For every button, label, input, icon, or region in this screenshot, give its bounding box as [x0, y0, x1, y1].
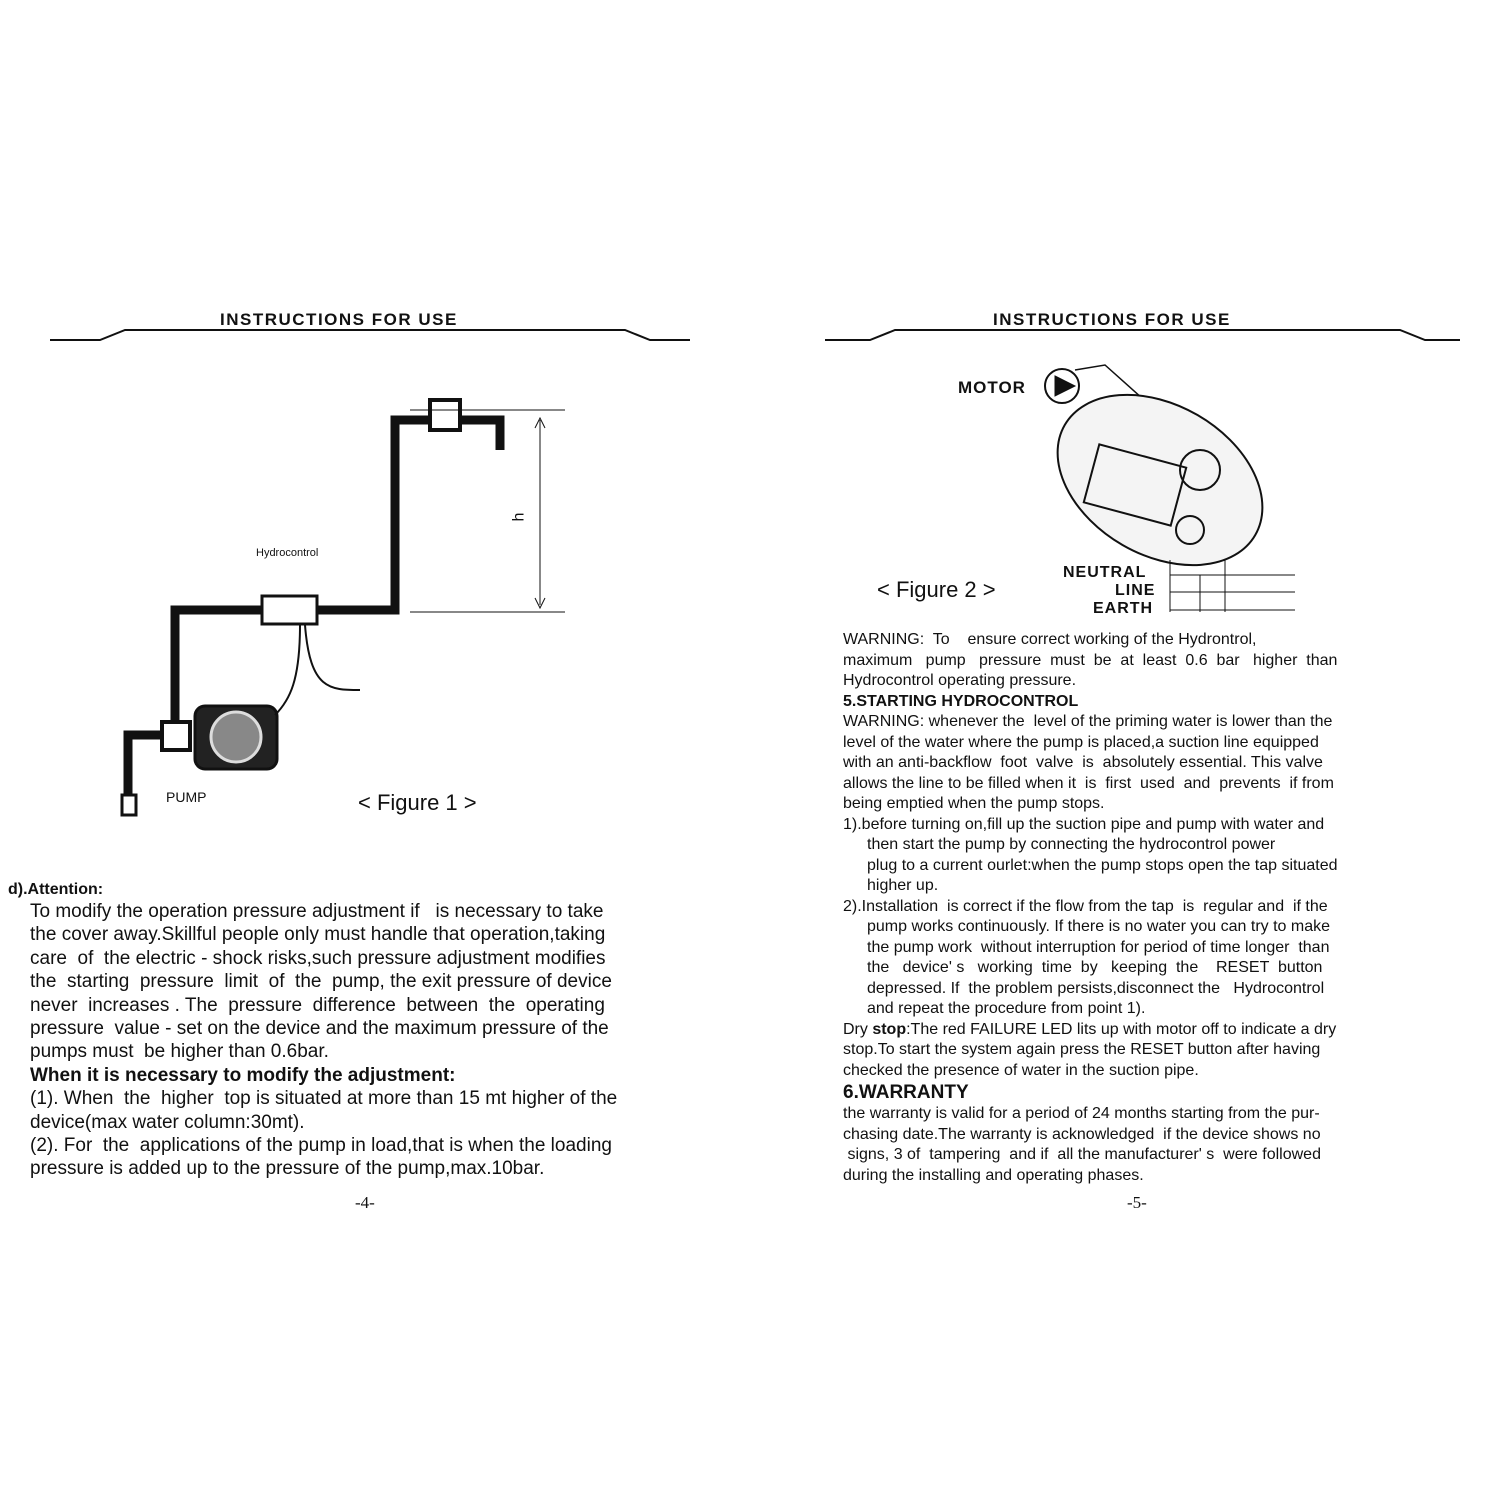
text-line: the device' s working time by keeping the RESET button	[867, 959, 1323, 976]
text-line: maximum pump pressure must be at least 0.6 bar higher than	[843, 651, 1338, 669]
text-line: 2).Installation is correct if the flow from the tap is regular and if the	[843, 897, 1328, 915]
text-line: (1). When the higher top is situated at more than 15 mt higher of the	[30, 1088, 618, 1110]
text-line: depressed. If the problem persists,disconnect the Hydrocontrol	[867, 979, 1325, 997]
header-rule-right	[825, 330, 1460, 340]
motor-label: MOTOR	[958, 378, 1026, 397]
text-line: higher up.	[867, 877, 939, 894]
right-page-header: INSTRUCTIONS FOR USE	[993, 310, 1231, 329]
text-line: WARNING: whenever the level of the priming water is lower than the	[843, 713, 1333, 730]
earth-label: EARTH	[1093, 600, 1154, 617]
text-line: chasing date.The warranty is acknowledged if the device shows no	[843, 1125, 1321, 1143]
header-rule-left	[50, 330, 690, 340]
text-line: during the installing and operating phases.	[843, 1166, 1144, 1184]
text-line: stop.To start the system again press the RESET button after having	[843, 1041, 1321, 1058]
text-line: never increases . The pressure difference between the operating	[30, 994, 605, 1016]
dry-stop-rest: :The red FAILURE LED lits up with motor off to indicate a dry	[906, 1020, 1337, 1038]
text-line: 1).before turning on,fill up the suction pipe and pump with water and	[843, 815, 1325, 833]
text-line: signs, 3 of tampering and if all the manufacturer' s were followed	[843, 1146, 1321, 1163]
hydrocontrol-label: Hydrocontrol	[256, 547, 319, 559]
figure-1-diagram	[122, 400, 565, 815]
text-line: checked the presence of water in the suction pipe.	[843, 1061, 1199, 1079]
text-line: plug to a current ourlet:when the pump stops open the tap situated	[867, 856, 1338, 874]
text-line: level of the water where the pump is placed,a suction line equipped	[843, 733, 1319, 751]
text-line: WARNING: To ensure correct working of the Hydrontrol,	[843, 631, 1257, 648]
text-line: the cover away.Skillful people only must handle that operation,taking	[30, 924, 606, 946]
text-line: the pump work without interruption for period of time longer than	[867, 938, 1330, 956]
text-line: being emptied when the pump stops.	[843, 795, 1105, 812]
figure-1-caption: < Figure 1 >	[358, 790, 477, 815]
height-label: h	[510, 512, 528, 522]
text-line: allows the line to be filled when it is first used and prevents if from	[843, 774, 1334, 792]
text-line: pressure is added up to the pressure of the pump,max.10bar.	[30, 1158, 545, 1180]
text-line: with an anti-backflow foot valve is absolutely essential. This valve	[843, 754, 1323, 771]
subheading: When it is necessary to modify the adjustment:	[30, 1064, 456, 1086]
text-line: the warranty is valid for a period of 24 months starting from the pur-	[843, 1105, 1320, 1122]
text-line: the starting pressure limit of the pump, the exit pressure of device	[30, 971, 612, 993]
attention-body	[30, 900, 617, 1181]
text-line: Hydrocontrol operating pressure.	[843, 672, 1077, 689]
text-line: pressure value - set on the device and the maximum pressure of the	[30, 1018, 609, 1040]
page-number-left: -4-	[355, 1193, 375, 1212]
right-page-body	[843, 630, 1338, 1186]
text-line: then start the pump by connecting the hydrocontrol power	[867, 836, 1276, 853]
dry-stop-bold: stop	[872, 1020, 907, 1038]
line-label: LINE	[1115, 582, 1156, 599]
text-line: To modify the operation pressure adjustment if is necessary to take	[30, 901, 604, 922]
page-number-right: -5-	[1127, 1193, 1147, 1212]
dry-stop-line	[843, 1020, 1338, 1041]
text-line: pumps must be higher than 0.6bar.	[30, 1041, 329, 1063]
figure-2-caption: < Figure 2 >	[877, 577, 996, 602]
text-line: pump works continuously. If there is no water you can try to make	[867, 918, 1331, 935]
attention-heading: d).Attention:	[8, 881, 104, 898]
text-line: and repeat the procedure from point 1).	[867, 1000, 1146, 1017]
pump-label: PUMP	[166, 789, 207, 805]
text-line: care of the electric - shock risks,such pressure adjustment modifies	[30, 947, 606, 969]
left-page-header: INSTRUCTIONS FOR USE	[220, 310, 458, 329]
text-line: (2). For the applications of the pump in load,that is when the loading	[30, 1135, 612, 1157]
section-heading: 5.STARTING HYDROCONTROL	[843, 692, 1079, 710]
text-line: device(max water column:30mt).	[30, 1111, 305, 1133]
dry-stop-prefix: Dry	[843, 1020, 873, 1038]
neutral-label: NEUTRAL	[1063, 564, 1147, 581]
warranty-heading: 6.WARRANTY	[843, 1082, 969, 1103]
